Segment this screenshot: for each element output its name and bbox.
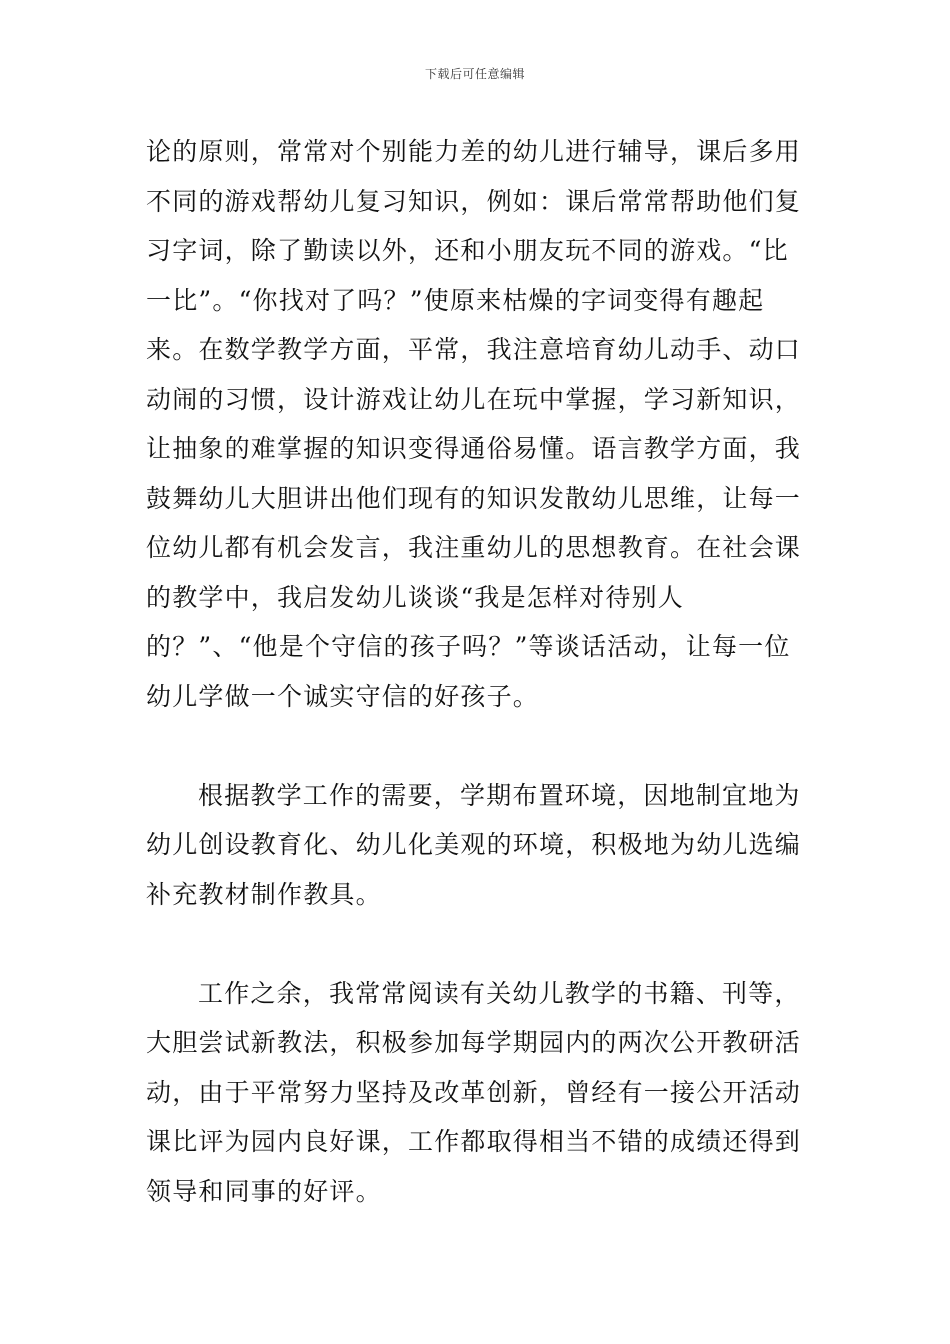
page-header: 下载后可任意编辑 [424, 67, 525, 81]
paragraph-2: 根据教学工作的需要，学期布置环境，因地制宜地为幼儿创设教育化、幼儿化美观的环境，积极地为幼儿选编补充教材制作教具。 [146, 780, 802, 909]
paragraph-spacer [146, 919, 810, 969]
paragraph-spacer [146, 721, 810, 771]
paragraph-1: 论的原则，常常对个别能力差的幼儿进行辅导，课后多用不同的游戏帮幼儿复习知识，例如：课后常常帮助他们复习字词，除了勤读以外，还和小朋友玩不同的游戏。“比一比”。“你找对了吗？”使原来枯燥的字词变得有趣起来。在数学教学方面，平常，我注意培育幼儿动手、动口动闹的习惯，设计游戏让幼儿在玩中掌握，学习新知识，让抽象的难掌握的知识变得通俗易懂。语言教学方面，我鼓舞幼儿大胆讲出他们现有的知识发散幼儿思维，让每一位幼儿都有机会发言，我注重幼儿的思想教育。在社会课的教学中，我启发幼儿谈谈“我是怎样对待别人的？”、“他是个守信的孩子吗？”等谈话活动，让每一位幼儿学做一个诚实守信的好孩子。 [146, 137, 802, 711]
document-body [146, 127, 810, 1216]
paragraph-3: 工作之余，我常常阅读有关幼儿教学的书籍、刊等，大胆尝试新教法，积极参加每学期园内的两次公开教研活动，由于平常努力坚持及改革创新，曾经有一接公开活动课比评为园内良好课，工作都取得相当不错的成绩还得到领导和同事的好评。 [146, 978, 802, 1206]
